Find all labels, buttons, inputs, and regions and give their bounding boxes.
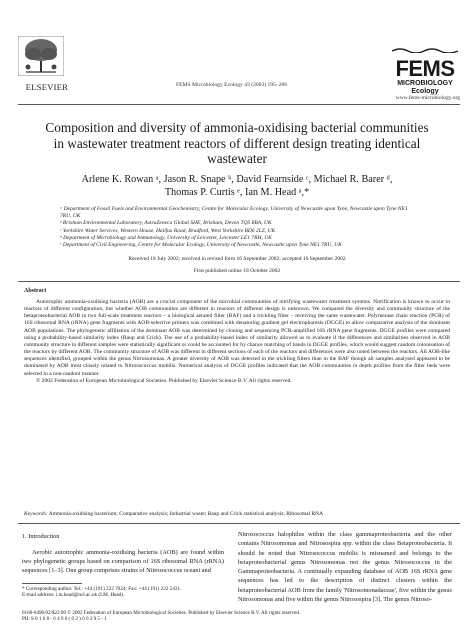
- issn-copyright: 0168-6496/02/$22.00 © 2002 Federation of European Microbiological Societies. Published by Elsevier Science B.V. All rights reserved.: [22, 610, 301, 616]
- header-rule: [18, 104, 460, 105]
- abstract-bottom-rule: [18, 523, 460, 524]
- abstract-text: [24, 299, 450, 385]
- article-title: Composition and diversity of ammonia-oxidising bacterial communities in wastewater treatment reactors of different design treating identical wastewater: [45, 120, 429, 167]
- affiliations: [60, 206, 420, 249]
- pii-line: PII: S 0 1 6 8 - 6 4 9 6 ( 0 2 ) 0 0 3 9 5 - 1: [22, 616, 107, 623]
- received-dates: Received 18 July 2002; received in revised form 16 September 2002; accepted 16 September 2002: [128, 256, 346, 262]
- journal-citation: FEMS Microbiology Ecology 43 (2003) 195–206: [176, 82, 288, 88]
- keywords-label: Keywords:: [24, 511, 48, 517]
- abstract-top-rule: [18, 281, 460, 282]
- affiliation-d: ᵈ Department of Microbiology and Immunology, University of Leicester, Leicester LE1 7RH, UK: [60, 234, 272, 241]
- affiliation-e: ᵉ Department of Civil Engineering, Centre for Molecular Ecology, University of Newcastle, Newcastle upon Tyne NE1 7RU, UK: [60, 242, 342, 249]
- affiliation-b: ᵇ Brixham Environmental Laboratory, AstraZeneca Global SHE, Brixham, Devon TQ5 8BA, UK: [60, 220, 272, 227]
- author-list: [40, 174, 434, 199]
- elsevier-tree-icon: [18, 36, 64, 76]
- publisher-name: ELSEVIER: [25, 82, 69, 92]
- keywords: [24, 511, 450, 517]
- copyright-line: © 2002 Federation of European Microbiological Societies. Published by Elsevier Science B.V. All rights reserved.: [36, 377, 292, 384]
- elsevier-logo: [18, 36, 76, 92]
- bottom-info: [22, 610, 452, 623]
- fems-logo: [390, 40, 460, 96]
- keywords-list: Ammonia-oxidising bacterium; Comparative analysis; Industrial waste; Raup and Crick statistical analysis; Ribosomal RNA: [48, 511, 324, 517]
- fems-wave-icon: [392, 47, 458, 53]
- affiliation-a: ᵃ Department of Fossil Fuels and Environmental Geochemistry, Centre for Molecular Ecology, University of Newcastle upon Tyne, Newcastle upon Tyne NE1 7RU, UK: [60, 206, 408, 220]
- footnote-rule: [22, 583, 82, 584]
- published-date: First published online 18 October 2002: [193, 268, 281, 274]
- affiliation-c: ᶜ Yorkshire Water Services, Western House, Halifax Road, Bradford, West Yorkshire BD6 2LZ, UK: [60, 227, 276, 234]
- footnotes: [22, 586, 224, 599]
- abstract-heading: Abstract: [24, 288, 47, 294]
- fems-logo-sub1: MICROBIOLOGY: [397, 80, 453, 87]
- email-note: E-mail address: i.m.head@ncl.ac.uk (I.M. Head).: [22, 592, 125, 599]
- section-heading-introduction: 1. Introduction: [22, 533, 60, 540]
- fems-logo-word: FEMS: [395, 56, 455, 81]
- corresponding-author-note: * Corresponding author. Tel.: +44 (191) 222 7024; Fax: +44 (191) 222 5431.: [22, 586, 182, 592]
- right-column-text: Nitrosococcus halophilus within the class gammaproteobacteria and the other contains Nitrosomonas and Nitrosospira spp. within the class Betaproteobacteria. It should be noted that Nitrosococcus mobilis is misnamed and belongs to the betaproteobacterial genus Nitrosomonas not the genus Nitrosococcus in the Gammaproteobacteria. A continually expanding database of AOB 16S rRNA gene sequences has led to the description of distinct clusters within the betaproteobacterial AOB from the family 'Nitrosomonadaceae', five within the genus Nitrosomonas and five within the genus Nitrosospira [3]. The genus Nitroso-: [238, 531, 452, 604]
- authors-line-1: Arlene K. Rowan ᵃ, Jason R. Snape ᵇ, David Fearnside ᶜ, Michael R. Barer ᵈ,: [81, 174, 393, 185]
- intro-paragraph: Aerobic autotrophic ammonia-oxidising bacteria (AOB) are found within two phylogenetic groups based on comparison of 16S ribosomal RNA (rRNA) sequences [1–3]. One group comprises strains of Nitrosococcus oceani and: [22, 549, 224, 574]
- fems-logo-sub2: Ecology: [411, 88, 439, 95]
- abstract-body: Autotrophic ammonia-oxidising bacteria (AOB) are a crucial component of the microbial communities of nitrifying wastewater treatment systems. Nitrification is known to occur in reactors of different configuration, but whether AOB communities are different in reactors of different design is unknown. We compared the diversity and community structure of the betaproteobacterial AOB in two full-scale treatment reactors – a biological aerated filter (BAF) and a trickling filter – receiving the same wastewater. Polymerase chain reaction (PCR) of 16S ribosomal RNA (rRNA) gene fragments with AOB-selective primers was combined with denaturing gradient gel electrophoresis (DGGE) to allow comparative analysis of the dominant AOB populations. The phylogenetic affiliation of the dominant AOB was determined by cloning and sequencing PCR-amplified 16S rRNA gene fragments. DGGE profiles were compared using a probability-based similarity index (Raup and Crick). The use of a probability-based index of similarity allowed us to evaluate if the differences and similarities observed in AOB community structure in different samples were statistically significant or could be accounted for by chance matching of bands in DGGE profiles, which would suggest random colonisation of the reactors by different AOB. The community structure of AOB was different in different sections of each of the reactors and differences were also noted between the reactors. All AOB-like sequences identified, grouped within the genus Nitrosomonas. A greater diversity of AOB was detected in the trickling filters than in the BAF though all samples analysed appeared to be dominated by AOB most closely related to Nitrosococcus mobilis. Numerical analysis of DGGE profiles indicated that the AOB communities in depth profiles from the filter beds were selected in a non-random manner.: [24, 299, 450, 377]
- authors-line-2: Thomas P. Curtis ᵉ, Ian M. Head ᵃ,*: [164, 186, 310, 198]
- journal-url[interactable]: www.fems-microbiology.org: [395, 95, 460, 101]
